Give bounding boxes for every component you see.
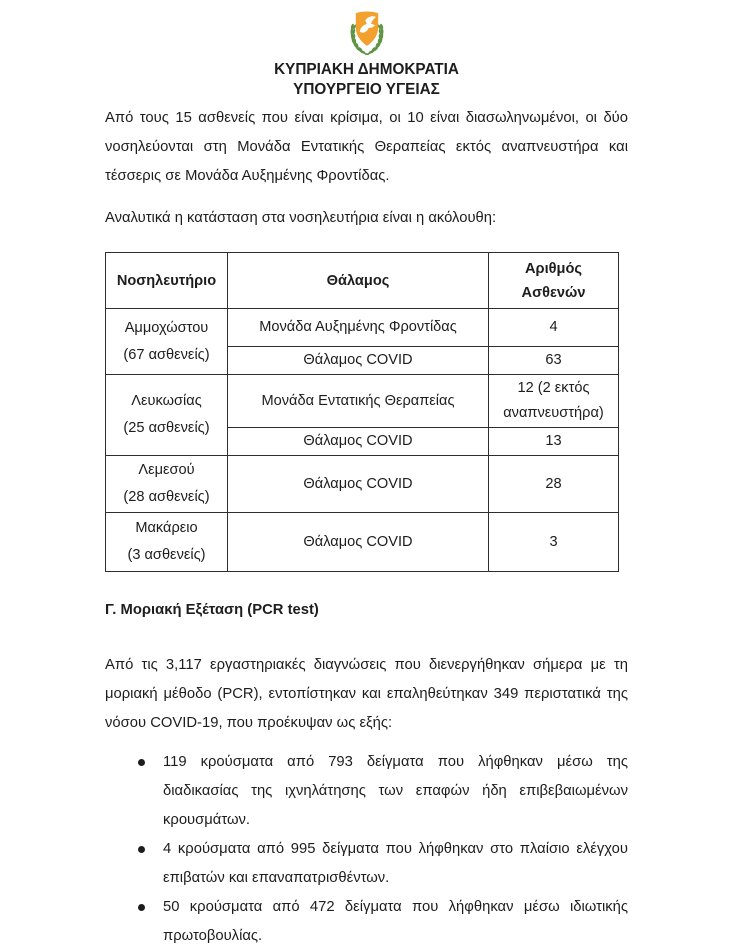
- cell-hospital-makareio: [106, 513, 228, 572]
- hospital-name: Μακάρειο: [135, 520, 198, 536]
- cell-count: 13: [489, 428, 619, 456]
- hospital-patient-count: (25 ασθενείς): [123, 420, 210, 436]
- list-item: 119 κρούσματα από 793 δείγματα που λήφθηκαν μέσω της διαδικασίας της ιχνηλάτησης των επαφών ήδη επιβεβαιωμένων κρουσμάτων.: [105, 748, 628, 835]
- hospital-patient-count: (3 ασθενείς): [127, 547, 206, 563]
- cell-count: 3: [489, 513, 619, 572]
- cell-ward: Θάλαμος COVID: [228, 428, 489, 456]
- paragraph-hospitals-intro: Αναλυτικά η κατάσταση στα νοσηλευτήρια είναι η ακόλουθη:: [105, 210, 497, 226]
- hospital-patient-count: (28 ασθενείς): [123, 489, 210, 505]
- hospitals-table: [105, 252, 619, 572]
- cell-count: 12 (2 εκτός αναπνευστήρα): [489, 375, 619, 428]
- table-row: [106, 375, 619, 428]
- cell-ward: Μονάδα Αυξημένης Φροντίδας: [228, 309, 489, 347]
- list-item: 4 κρούσματα από 995 δείγματα που λήφθηκαν στο πλαίσιο ελέγχου επιβατών και επαναπατρισθέντων.: [105, 835, 628, 893]
- cell-hospital-lemesou: [106, 456, 228, 513]
- section-heading-pcr: Γ. Μοριακή Εξέταση (PCR test): [105, 602, 319, 618]
- cell-ward: Μονάδα Εντατικής Θεραπείας: [228, 375, 489, 428]
- table-row: [106, 456, 619, 513]
- org-name-ministry: ΥΠΟΥΡΓΕΙΟ ΥΓΕΙΑΣ: [293, 81, 440, 98]
- cell-hospital-ammochostou: [106, 309, 228, 375]
- list-item: 50 κρούσματα από 472 δείγματα που λήφθηκαν μέσω ιδιωτικής πρωτοβουλίας.: [105, 893, 628, 951]
- paragraph-pcr-summary: Από τις 3,117 εργαστηριακές διαγνώσεις που διενεργήθηκαν σήμερα με τη μοριακή μέθοδο (PCR), εντοπίστηκαν και επαληθεύτηκαν 349 περιστατικά της νόσου COVID-19, που προέκυψαν ως εξής:: [105, 657, 628, 731]
- hospital-name: Λευκωσίας: [131, 393, 202, 409]
- cell-ward: Θάλαμος COVID: [228, 456, 489, 513]
- table-header-row: [106, 253, 619, 309]
- table-row: [106, 513, 619, 572]
- cell-hospital-lefkosias: [106, 375, 228, 456]
- hospital-name: Λεμεσού: [138, 462, 195, 478]
- hospital-patient-count: (67 ασθενείς): [123, 346, 210, 363]
- col-header-count: Αριθμός Ασθενών: [489, 253, 619, 309]
- col-header-hospital: Νοσηλευτήριο: [106, 253, 228, 309]
- table-row: [106, 309, 619, 347]
- cell-count: 63: [489, 347, 619, 375]
- cell-count: 28: [489, 456, 619, 513]
- cyprus-emblem-icon: [339, 8, 395, 58]
- cell-ward: Θάλαμος COVID: [228, 513, 489, 572]
- pcr-breakdown-list: [105, 748, 628, 951]
- cell-ward: Θάλαμος COVID: [228, 347, 489, 375]
- col-header-ward: Θάλαμος: [228, 253, 489, 309]
- paragraph-critical-patients: Από τους 15 ασθενείς που είναι κρίσιμα, οι 10 είναι διασωληνωμένοι, οι δύο νοσηλεύονται στη Μονάδα Εντατικής Θεραπείας εκτός αναπνευστήρα και τέσσερις σε Μονάδα Αυξημένης Φροντίδας.: [105, 110, 628, 184]
- cell-count: 4: [489, 309, 619, 347]
- hospital-name: Αμμοχώστου: [124, 319, 209, 336]
- emblem-container: [105, 8, 628, 60]
- org-name-republic: ΚΥΠΡΙΑΚΗ ΔΗΜΟΚΡΑΤΙΑ: [274, 61, 459, 78]
